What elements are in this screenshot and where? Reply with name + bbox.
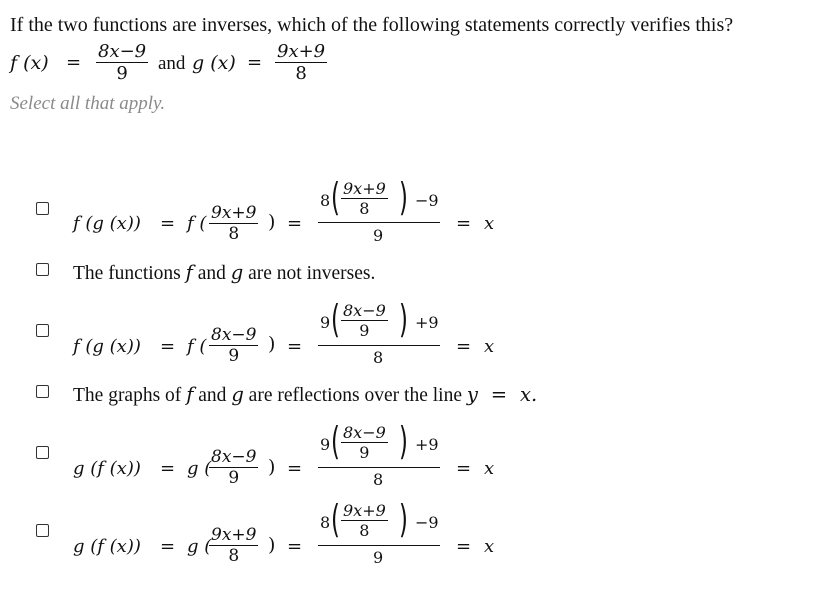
- f-definition-lhs: f (x): [10, 52, 49, 74]
- equals-sign: =: [456, 536, 472, 557]
- result-variable: x: [484, 213, 495, 234]
- equals-sign: =: [490, 383, 508, 406]
- text-segment: The functions: [73, 263, 186, 284]
- composition-lhs: g (f (x)): [73, 458, 141, 479]
- variable-x: x.: [519, 383, 538, 406]
- option-checkbox[interactable]: [36, 446, 49, 459]
- fraction-denominator: 8: [209, 223, 258, 244]
- function-open: g (: [187, 458, 212, 479]
- nested-fraction: [341, 423, 388, 462]
- close-paren: ): [268, 456, 276, 478]
- equals-sign: =: [160, 336, 176, 357]
- composition-lhs: f (g (x)): [73, 336, 141, 357]
- nested-fraction: [341, 301, 388, 340]
- main-fraction-bar: [318, 222, 440, 223]
- equals-sign: =: [160, 213, 176, 234]
- fraction-denominator: 9: [341, 320, 388, 340]
- equals-sign: =: [456, 213, 472, 234]
- function-open: f (: [187, 213, 207, 234]
- variable-f: f: [185, 261, 193, 284]
- fraction-numerator: 8x−9: [211, 325, 257, 345]
- composition-lhs: f (g (x)): [73, 213, 141, 234]
- text-segment: are reflections over the line: [243, 385, 467, 406]
- text-segment: and: [192, 263, 231, 284]
- main-denominator: 9: [373, 548, 384, 567]
- function-open: f (: [187, 336, 207, 357]
- fraction-denominator: 9: [209, 467, 258, 488]
- fraction-numerator: 9x+9: [211, 525, 257, 545]
- composition-lhs: g (f (x)): [73, 536, 141, 557]
- variable-g: g: [231, 383, 244, 406]
- fraction-denominator: 9: [209, 345, 258, 366]
- g-definition-fraction: [275, 41, 327, 84]
- result-variable: x: [484, 458, 495, 479]
- fraction-denominator: 8: [275, 62, 327, 84]
- right-paren: ): [398, 497, 408, 541]
- outer-coefficient: 9: [320, 435, 331, 454]
- option-checkbox[interactable]: [36, 263, 49, 276]
- outer-coefficient: 8: [320, 191, 331, 210]
- outer-coefficient: 9: [320, 313, 331, 332]
- f-definition-fraction: [96, 41, 148, 84]
- g-definition-lhs: g (x): [192, 52, 236, 74]
- inner-fraction: [209, 447, 258, 488]
- equals-sign: =: [160, 458, 176, 479]
- equals-sign: =: [287, 458, 303, 479]
- equals-sign: =: [287, 536, 303, 557]
- question-text: If the two functions are inverses, which of the following statements correctly verifies this?: [10, 14, 734, 36]
- variable-y: y: [466, 383, 478, 406]
- left-paren: (: [330, 297, 340, 341]
- nested-fraction: [341, 501, 388, 540]
- fraction-numerator: 9x+9: [277, 41, 326, 62]
- nested-fraction: [341, 179, 388, 218]
- inner-fraction: [209, 203, 258, 244]
- outer-tail: −9: [415, 191, 439, 210]
- fraction-numerator: 8x−9: [343, 301, 386, 320]
- variable-g: g: [230, 261, 244, 284]
- text-segment: The graphs of: [73, 385, 187, 406]
- result-variable: x: [484, 536, 495, 557]
- option-checkbox[interactable]: [36, 324, 49, 337]
- option-checkbox[interactable]: [36, 385, 49, 398]
- option-text: [73, 261, 375, 285]
- fraction-numerator: 9x+9: [211, 203, 257, 223]
- option-text: [73, 383, 537, 407]
- result-variable: x: [484, 336, 495, 357]
- inner-fraction: [209, 325, 258, 366]
- text-segment: are not inverses.: [243, 263, 376, 284]
- inner-fraction: [209, 525, 258, 566]
- fraction-denominator: 8: [209, 545, 258, 566]
- left-paren: (: [330, 419, 340, 463]
- outer-tail: +9: [415, 313, 439, 332]
- right-paren: ): [398, 297, 408, 341]
- text-segment: and: [193, 385, 232, 406]
- select-all-hint: Select all that apply.: [10, 93, 166, 114]
- option-checkbox[interactable]: [36, 202, 49, 215]
- outer-tail: +9: [415, 435, 439, 454]
- close-paren: ): [268, 211, 276, 233]
- fraction-numerator: 9x+9: [343, 179, 386, 198]
- outer-tail: −9: [415, 513, 439, 532]
- fraction-denominator: 8: [341, 520, 388, 540]
- right-paren: ): [398, 419, 408, 463]
- option-checkbox[interactable]: [36, 524, 49, 537]
- main-denominator: 8: [373, 348, 384, 367]
- equals-sign: =: [456, 336, 472, 357]
- main-denominator: 9: [373, 226, 384, 245]
- outer-coefficient: 8: [320, 513, 331, 532]
- main-fraction-bar: [318, 467, 440, 468]
- fraction-denominator: 8: [341, 198, 388, 218]
- variable-f: f: [186, 383, 194, 406]
- equals-sign: =: [66, 52, 82, 73]
- and-word: and: [158, 53, 186, 74]
- fraction-numerator: 9x+9: [343, 501, 386, 520]
- close-paren: ): [268, 534, 276, 556]
- equals-sign: =: [456, 458, 472, 479]
- fraction-numerator: 8x−9: [343, 423, 386, 442]
- fraction-denominator: 9: [96, 62, 148, 84]
- equals-sign: =: [247, 52, 263, 73]
- right-paren: ): [398, 175, 408, 219]
- equals-sign: =: [160, 536, 176, 557]
- main-fraction-bar: [318, 345, 440, 346]
- function-open: g (: [187, 536, 212, 557]
- main-denominator: 8: [373, 470, 384, 489]
- equals-sign: =: [287, 213, 303, 234]
- close-paren: ): [268, 333, 276, 355]
- equals-sign: =: [287, 336, 303, 357]
- left-paren: (: [330, 497, 340, 541]
- main-fraction-bar: [318, 545, 440, 546]
- fraction-denominator: 9: [341, 442, 388, 462]
- left-paren: (: [330, 175, 340, 219]
- fraction-numerator: 8x−9: [211, 447, 257, 467]
- fraction-numerator: 8x−9: [98, 41, 147, 62]
